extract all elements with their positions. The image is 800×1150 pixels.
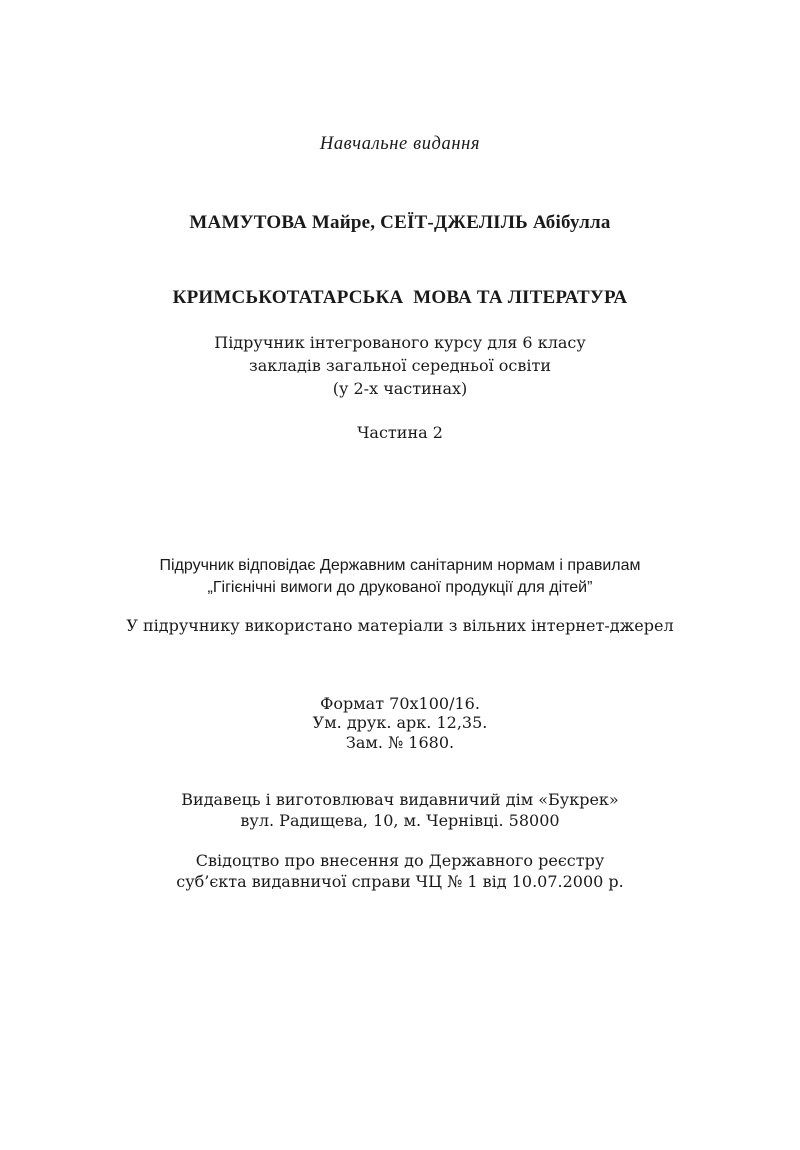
part-number: Частина 2 — [357, 423, 443, 442]
certificate-line: суб’єкта видавничої справи ЧЦ № 1 від 10.07.2000 р. — [176, 872, 624, 891]
certificate-line: Свідоцтво про внесення до Державного реєстру — [195, 851, 605, 870]
sanitary-line: „Гігієнічні вимоги до друкованої продукції для дітей” — [207, 579, 593, 596]
sanitary-line: Підручник відповідає Державним санітарним нормам і правилам — [159, 557, 641, 574]
subtitle-line: (у 2-х частинах) — [332, 379, 468, 398]
publisher-line: вул. Радищева, 10, м. Чернівці. 58000 — [240, 811, 560, 830]
publisher-line: Видавець і виготовлювач видавничий дім «Букрек» — [181, 790, 619, 809]
subtitle-line: Підручник інтегрованого курсу для 6 класу — [214, 333, 586, 352]
book-title: КРИМСЬКОТАТАРСЬКА МОВА ТА ЛІТЕРАТУРА — [172, 287, 628, 308]
print-spec-line: Зам. № 1680. — [345, 733, 455, 752]
authors: МАМУТОВА Майре, СЕЇТ-ДЖЕЛІЛЬ Абібулла — [189, 212, 611, 233]
sources-note: У підручнику використано матеріали з вільних інтернет-джерел — [126, 616, 674, 635]
edition-type: Навчальне видання — [319, 134, 481, 154]
print-spec-line: Формат 70х100/16. — [320, 694, 480, 713]
subtitle-line: закладів загальної середньої освіти — [248, 356, 552, 375]
print-spec-line: Ум. друк. арк. 12,35. — [312, 713, 488, 732]
